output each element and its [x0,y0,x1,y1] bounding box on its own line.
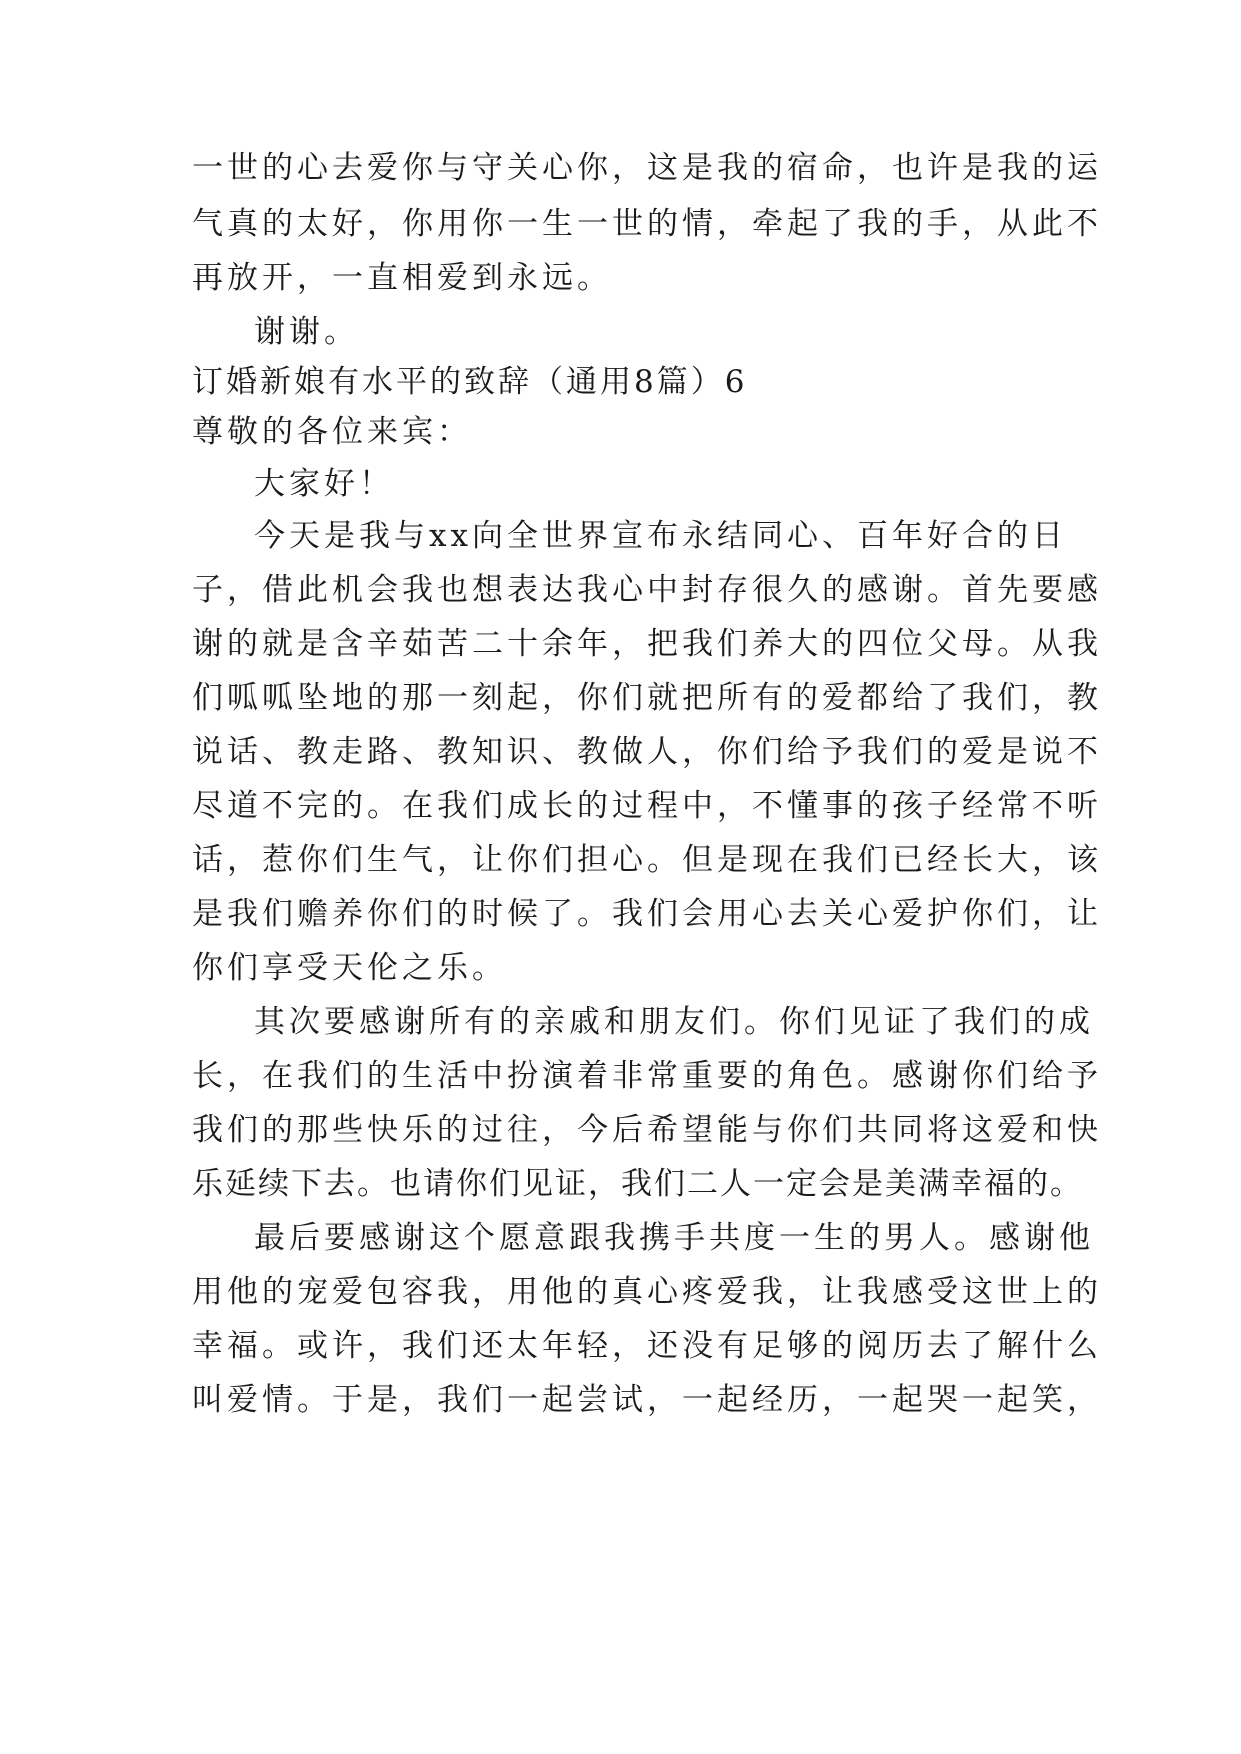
paragraph-line: 用他的宠爱包容我，用他的真心疼爱我，让我感受这世上的 [192,1274,1102,1310]
paragraph-line: 叫爱情。于是，我们一起尝试，一起经历，一起哭一起笑， [192,1382,1102,1418]
paragraph-line: 是我们赡养你们的时候了。我们会用心去关心爱护你们，让 [192,896,1102,932]
paragraph-line: 们呱呱坠地的那一刻起，你们就把所有的爱都给了我们，教 [192,680,1102,716]
paragraph-line: 谢的就是含辛茹苦二十余年，把我们养大的四位父母。从我 [192,626,1102,662]
paragraph-line: 最后要感谢这个愿意跟我携手共度一生的男人。感谢他 [254,1220,1094,1256]
paragraph-line: 子，借此机会我也想表达我心中封存很久的感谢。首先要感 [192,572,1102,608]
section-heading: 订婚新娘有水平的致辞（通用8篇）6 [192,364,748,400]
salutation: 尊敬的各位来宾： [192,414,472,450]
paragraph-line: 一世的心去爱你与守关心你，这是我的宿命，也许是我的运 [192,150,1102,186]
paragraph-line: 气真的太好，你用你一生一世的情，牵起了我的手，从此不 [192,206,1102,242]
paragraph-line: 我们的那些快乐的过往，今后希望能与你们共同将这爱和快 [192,1112,1102,1148]
paragraph-line: 尽道不完的。在我们成长的过程中，不懂事的孩子经常不听 [192,788,1102,824]
paragraph-line: 说话、教走路、教知识、教做人，你们给予我们的爱是说不 [192,734,1102,770]
paragraph-line: 长，在我们的生活中扮演着非常重要的角色。感谢你们给予 [192,1058,1102,1094]
paragraph-line: 其次要感谢所有的亲戚和朋友们。你们见证了我们的成 [254,1004,1094,1040]
paragraph-line: 话，惹你们生气，让你们担心。但是现在我们已经长大，该 [192,842,1102,878]
paragraph-line: 今天是我与xx向全世界宣布永结同心、百年好合的日 [254,518,1067,554]
greeting: 大家好！ [254,466,394,502]
paragraph-line: 乐延续下去。也请你们见证，我们二人一定会是美满幸福的。 [192,1166,1083,1202]
paragraph-line: 谢谢。 [254,314,359,350]
paragraph-line: 你们享受天伦之乐。 [192,950,507,986]
paragraph-line: 幸福。或许，我们还太年轻，还没有足够的阅历去了解什么 [192,1328,1102,1364]
paragraph-line: 再放开，一直相爱到永远。 [192,260,612,296]
